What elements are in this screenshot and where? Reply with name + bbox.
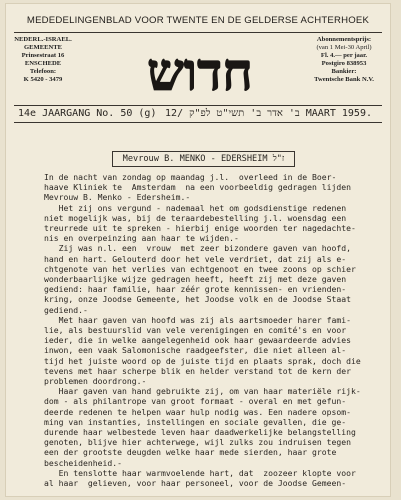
subscription-line: Twentsche Bank N.V. (314, 76, 374, 83)
article-line: niet mogelijk was, bij de teraardebestelling j.l. woensdag een (44, 212, 347, 223)
address-line: Telefoon: (29, 68, 57, 75)
article-line: gediend: haar familie, haar zéér grote kennissen- en vrienden- (44, 284, 347, 295)
subscription-info-box (306, 36, 382, 100)
article-line: gediend.- (44, 304, 88, 315)
divider-issue (14, 122, 382, 123)
article-line: al haar gelieven, voor haar personeel, voor de Joodse Gemeen- (44, 478, 347, 489)
article-line: Het zij ons vergund - nademaal het om godsdienstige redenen (44, 202, 347, 213)
article-line: In de nacht van zondag op maandag j.l. overleed in de Boer- (44, 172, 337, 182)
article-line: nis en overpeinzing aan haar te wijden.- (44, 233, 239, 244)
article-headline: Mevrouw B. MENKO - EDERSHEIM ז"ל (112, 151, 295, 167)
subscription-line: (van 1 Mei-30 April) (316, 44, 372, 51)
article-line: Zij was n.l. een vrouw met zeer bizondere gaven van hoofd, (44, 243, 351, 254)
article-line: ming van instanties, instellingen en sociale gevallen, die ge- (44, 416, 347, 427)
address-line: NEDERL.-ISRAEL. (14, 36, 72, 43)
newsletter-subtitle: MEDEDELINGENBLAD VOOR TWENTE EN DE GELDERSE ACHTERHOEK (26, 15, 370, 26)
article-line: dom - als philantrope van groot formaat - overal en met gefun- (44, 396, 347, 407)
article-line: hand en hart. Gelouterd door het vele verdriet, dat zij als e- (44, 253, 347, 264)
subscription-line: Bankier: (331, 68, 357, 75)
address-line: ENSCHEDE (24, 60, 62, 67)
issue-date: ב' אדר ב' תשי"ט לפ"ק /12 MAART 1959. (165, 108, 372, 119)
divider-top (14, 32, 382, 33)
article-line: lie, als bestuurslid van vele verenigingen en comité's en voor (44, 325, 347, 336)
issue-number: 14e JAARGANG No. 50 (g) (18, 108, 157, 119)
article-line: chtgenote van het verlies van echtgenoot en twee zoons op schier (44, 263, 356, 274)
article-line: durende haar welbestede leven haar daadwerkelijke belangstelling (44, 427, 356, 438)
article-line: haave Kliniek te Amsterdam na een voorbeeldig gedragen lijden (44, 182, 351, 193)
article-line: En tenslotte haar warmvoelende hart, dat zoozeer klopte voor (44, 467, 356, 478)
divider-mid (14, 105, 382, 106)
masthead-logo (126, 40, 274, 102)
article-line: wonderbaarlijke wijze gedragen heeft, heeft zij met deze gaven (44, 274, 347, 285)
article-line: een der grootste deugden welke haar mede sierden, haar grote (44, 447, 337, 458)
article-line: Haar gaven van hand gebruikte zij, om van haar materiële rijk- (44, 386, 361, 397)
article-line: treurrede uit te spreken - hierbij enige woorden ter nagedachte- (44, 223, 356, 234)
congregation-address-box (14, 36, 72, 96)
article-line: tevens met haar scherpe blik en helder verstand tot de kern der (44, 365, 351, 376)
article-line: inwon, een vaak Salomonische raadgeefster, die niet alleen al- (44, 345, 347, 356)
address-line: Prinsestraat 16 (21, 52, 65, 59)
article-line: genoten, blijve hier achterwege, wijl zulks zou indruisen tegen (44, 437, 351, 448)
article-line: Mevrouw B. Menko - Edersheim.- (44, 192, 191, 203)
address-line: K 5420 - 3479 (23, 76, 63, 83)
subscription-line: Postgiro 838953 (321, 60, 367, 67)
article-line: problemen doordrong.- (44, 376, 147, 387)
article-body (44, 172, 376, 488)
article-line: kring, onze Joodse Gemeente, het Joodse volk en de Joodse Staat (44, 294, 351, 305)
address-line: GEMEENTE (23, 44, 63, 51)
newsletter-page (6, 4, 390, 496)
masthead-title: חדוש (147, 42, 253, 102)
subscription-line: Abonnementsprijs: (316, 36, 372, 43)
article-line: bescheidenheid.- (44, 457, 122, 468)
article-line: tijd het juiste woord op de juiste tijd en plaats sprak, doch die (44, 355, 361, 366)
subscription-line: Fl. 4.— per jaar. (320, 52, 368, 59)
article-line: ieder, die in welke aangelegenheid ook haar gewaardeerde advies (44, 335, 351, 346)
article-line: deerde redenen te helpen waar hulp nodig was. Een nadere opsom- (44, 406, 351, 417)
article-line: Met haar gaven van hoofd was zij als aartsmoeder harer fami- (44, 314, 351, 325)
